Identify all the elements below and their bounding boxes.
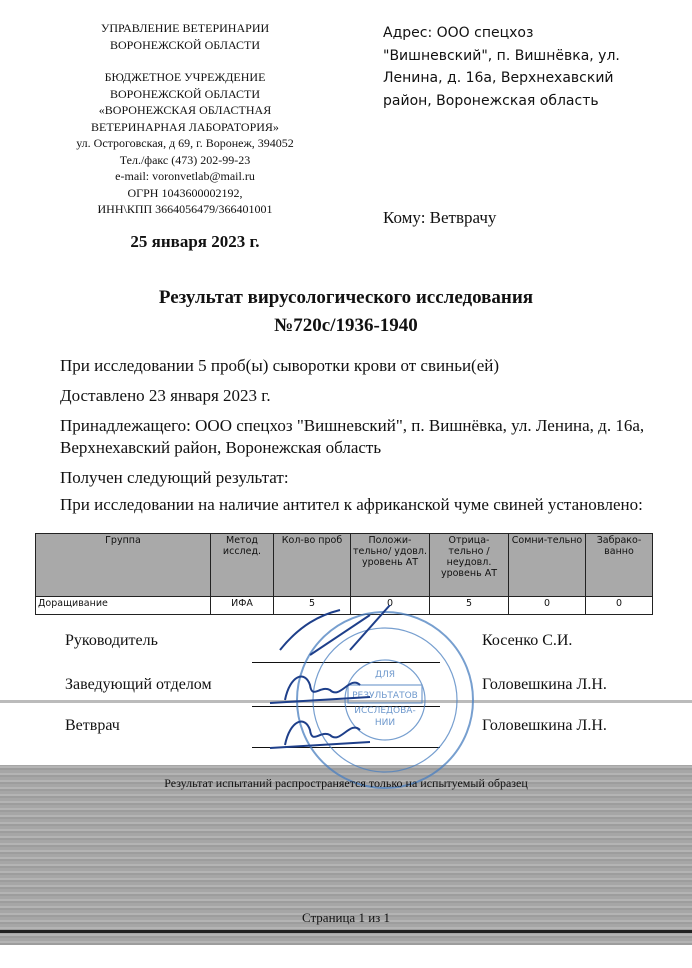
org-line: УПРАВЛЕНИЕ ВЕТЕРИНАРИИ [100, 21, 270, 35]
column-header: Метод исслед. [211, 534, 274, 597]
svg-text:ИССЛЕДОВА-: ИССЛЕДОВА- [354, 706, 416, 716]
column-header: Положи-тельно/ удовл. уровень АТ [351, 534, 430, 597]
org-line: ВЕТЕРИНАРНАЯ ЛАБОРАТОРИЯ» [91, 119, 279, 134]
signature-role: Ветврач [65, 717, 120, 734]
body-paragraph: Получен следующий результат: [60, 468, 289, 487]
handwritten-signatures [270, 605, 390, 748]
cell-positive: 0 [351, 597, 430, 615]
spacer [60, 53, 310, 69]
signature-role: Руководитель [65, 632, 158, 649]
cell-group: Доращивание [36, 597, 211, 615]
recipient-address [383, 22, 683, 112]
column-header: Группа [36, 534, 211, 597]
org-line: ВОРОНЕЖСКОЙ ОБЛАСТИ [109, 37, 261, 52]
page-number: Страница 1 из 1 [301, 910, 391, 925]
table-header-row [36, 534, 653, 597]
org-line: ВОРОНЕЖСКОЙ ОБЛАСТИ [109, 86, 261, 101]
cell-rejected: 0 [586, 597, 653, 615]
address-line: Адрес: ООО спецхоз [383, 25, 534, 41]
column-header: Кол-во проб [274, 534, 351, 597]
column-header: Забрако-ванно [586, 534, 653, 597]
document-title [0, 284, 692, 340]
org-phone: Тел./факс (473) 202-99-23 [119, 152, 251, 167]
cell-doubtful: 0 [509, 597, 586, 615]
address-line: район, Воронежская область [383, 92, 599, 109]
title-line: Результат вирусологического исследования [158, 287, 534, 308]
scan-edge [0, 930, 692, 933]
results-table [35, 533, 653, 615]
signature-name: Косенко С.И. [482, 632, 573, 649]
svg-text:НИИ: НИИ [374, 718, 396, 728]
column-header: Сомни-тельно [509, 534, 586, 597]
address-line: Ленина, д. 16а, Верхнехавский [383, 70, 614, 86]
organization-header [60, 20, 310, 218]
document-body [60, 355, 660, 523]
body-paragraph: При исследовании на наличие антител к африканской чуме свиней установлено: [60, 495, 643, 514]
recipient: Кому: Ветврачу [383, 208, 497, 227]
body-paragraph: При исследовании 5 проб(ы) сыворотки крови от свиньи(ей) [60, 356, 500, 375]
org-line: БЮДЖЕТНОЕ УЧРЕЖДЕНИЕ [104, 70, 266, 84]
stamp-text [352, 670, 418, 728]
org-inn: ИНН\КПП 3664056479/366401001 [97, 202, 273, 216]
body-paragraph: Принадлежащего: ООО спецхоз "Вишневский", п. Вишнёвка, ул. Ленина, д. 16а, Верхнехавский район, Воронежская область [60, 416, 645, 457]
cell-negative: 5 [430, 597, 509, 615]
body-paragraph: Доставлено 23 января 2023 г. [60, 386, 271, 405]
column-header: Отрица-тельно / неудовл. уровень АТ [430, 534, 509, 597]
signature-name: Головешкина Л.Н. [482, 676, 607, 693]
address-line: "Вишневский", п. Вишнёвка, ул. [383, 47, 620, 64]
cell-method: ИФА [211, 597, 274, 615]
document-number: №720с/1936-1940 [274, 315, 418, 336]
footer-note: Результат испытаний распространяется только на испытуемый образец [164, 776, 528, 790]
org-line: «ВОРОНЕЖСКАЯ ОБЛАСТНАЯ [98, 103, 272, 117]
stamp-and-signatures [250, 605, 490, 795]
signature-name: Головешкина Л.Н. [482, 717, 607, 734]
document-date: 25 января 2023 г. [130, 232, 260, 251]
org-address: ул. Остроговская, д 69, г. Воронеж, 394052 [76, 136, 294, 150]
signature-role: Заведующий отделом [65, 676, 212, 693]
svg-text:РЕЗУЛЬТАТОВ: РЕЗУЛЬТАТОВ [352, 691, 418, 701]
svg-text:ДЛЯ: ДЛЯ [374, 670, 396, 680]
org-email: e-mail: voronvetlab@mail.ru [115, 169, 255, 183]
cell-count: 5 [274, 597, 351, 615]
org-ogrn: ОГРН 1043600002192, [127, 185, 243, 200]
